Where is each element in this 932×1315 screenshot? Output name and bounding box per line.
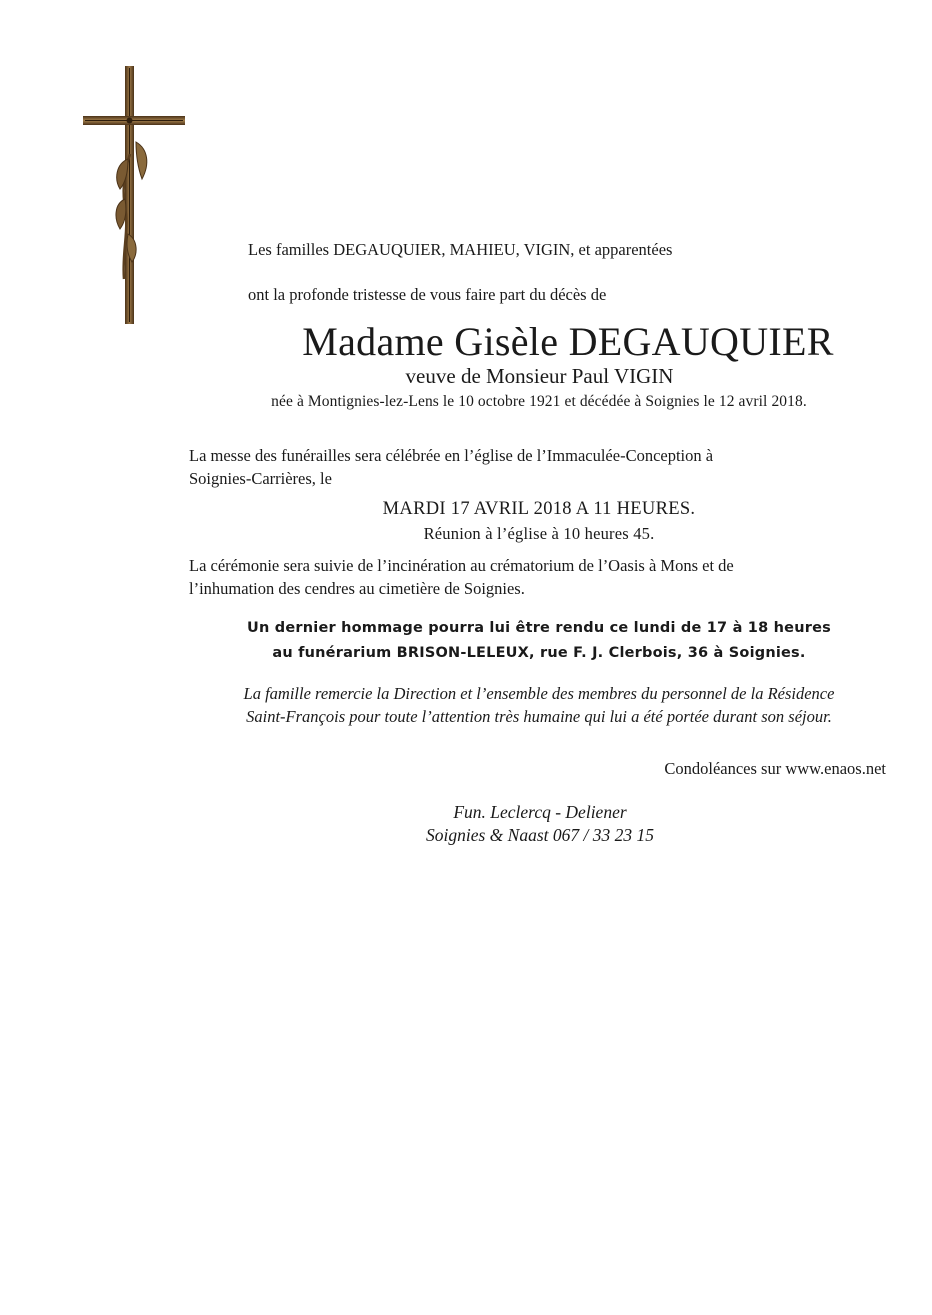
thanks-line-2: Saint-François pour toute l’attention très humaine qui lui a été portée durant son séjour. xyxy=(246,707,832,726)
condolences-line: Condoléances sur www.enaos.net xyxy=(664,759,886,778)
ceremony-line-1: La cérémonie sera suivie de l’incinération au crématorium de l’Oasis à Mons et de xyxy=(189,556,734,575)
mass-line-2: Soignies-Carrières, le xyxy=(189,469,332,488)
crucifix-icon xyxy=(78,64,190,328)
birth-death-line: née à Montignies-lez-Lens le 10 octobre 1921 et décédée à Soignies le 12 avril 2018. xyxy=(271,393,807,410)
ceremony-line-2: l’inhumation des cendres au cimetière de Soignies. xyxy=(189,579,525,598)
widow-of-line: veuve de Monsieur Paul VIGIN xyxy=(405,364,674,388)
mass-paragraph xyxy=(189,444,879,490)
announcement-line: ont la profonde tristesse de vous faire part du décès de xyxy=(248,285,607,304)
ceremony-paragraph xyxy=(189,554,879,600)
tribute-line-2: au funérarium BRISON-LELEUX, rue F. J. Clerbois, 36 à Soignies. xyxy=(272,645,806,661)
mass-line-1: La messe des funérailles sera célébrée en l’église de l’Immaculée-Conception à xyxy=(189,446,714,465)
mass-date: MARDI 17 AVRIL 2018 A 11 HEURES. xyxy=(382,499,696,519)
tribute-line-1: Un dernier hommage pourra lui être rendu ce lundi de 17 à 18 heures xyxy=(247,620,831,636)
mass-gathering: Réunion à l’église à 10 heures 45. xyxy=(423,524,655,543)
deceased-name: Madame Gisèle DEGAUQUIER xyxy=(302,319,834,364)
thanks-line-1: La famille remercie la Direction et l’ensemble des membres du personnel de la Résidence xyxy=(243,684,835,703)
funeral-home-contact: Soignies & Naast 067 / 33 23 15 xyxy=(426,825,654,845)
funeral-home-name: Fun. Leclercq - Deliener xyxy=(453,802,627,822)
families-line: Les familles DEGAUQUIER, MAHIEU, VIGIN, et apparentées xyxy=(248,240,673,259)
